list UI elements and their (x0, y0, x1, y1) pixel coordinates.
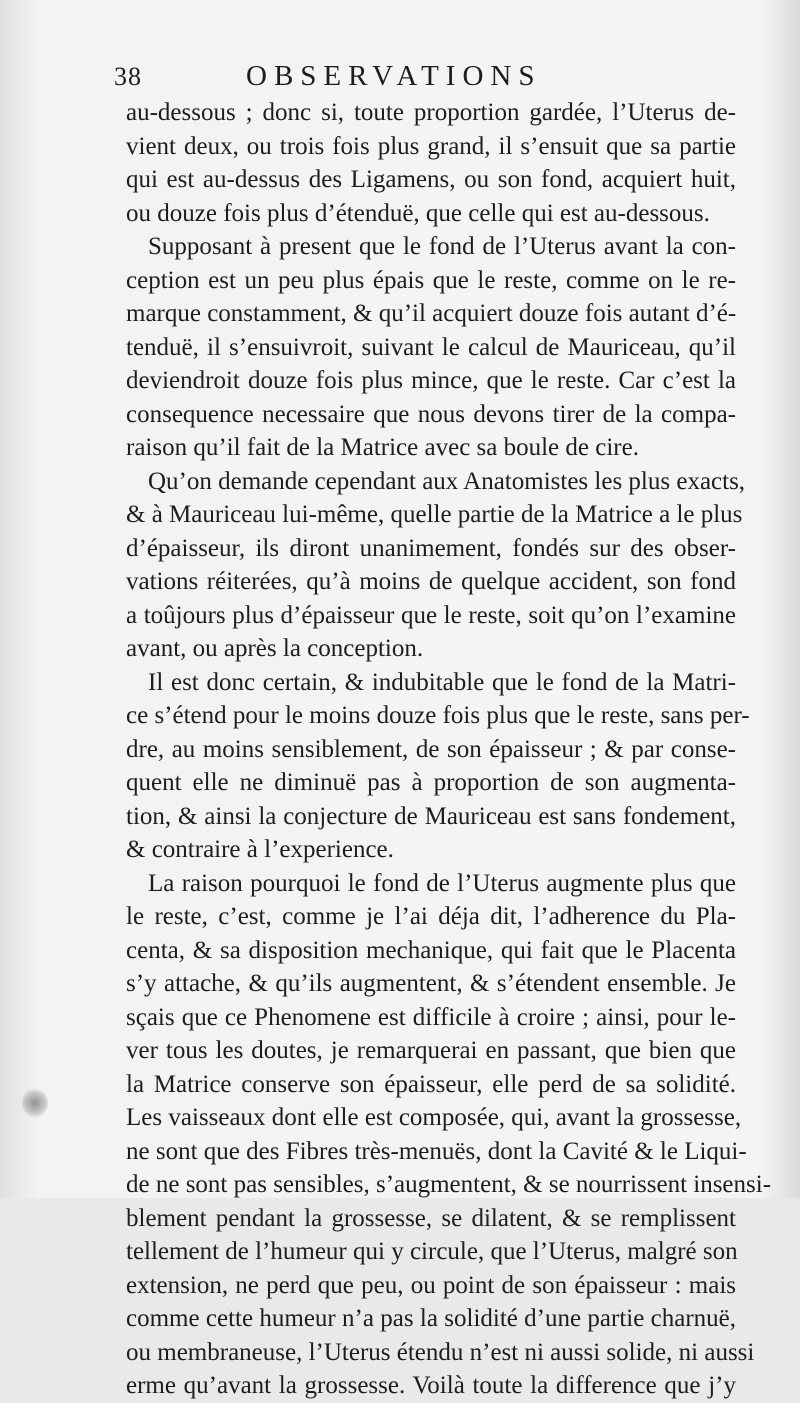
text-line: comme cette humeur n’a pas la solidité d’une partie charnuë, (126, 1305, 736, 1332)
page-header (114, 58, 754, 98)
text-line: sçais que ce Phenomene est difficile à croire ; ainsi, pour le- (126, 1003, 736, 1031)
text-line: & contraire à l’experience. (126, 836, 394, 863)
paragraph-start-line: Qu’on demande cependant aux Anatomistes les plus exacts, (148, 467, 746, 495)
text-line: qui est au-dessus des Ligamens, ou son fond, acquiert huit, (126, 166, 736, 193)
text-line: ce s’étend pour le moins douze fois plus que le reste, sans per- (126, 702, 750, 729)
text-line: le reste, c’est, comme je l’ai déja dit, l’adherence du Pla- (126, 903, 736, 930)
text-line: deviendroit douze fois plus mince, que le reste. Car c’est la (126, 367, 736, 394)
text-line: tenduë, il s’ensuivroit, suivant le calcul de Mauriceau, qu’il (126, 333, 736, 361)
text-line: marque constamment, & qu’il acquiert douze fois autant d’é- (126, 300, 737, 327)
text-line: extension, ne perd que peu, ou point de son épaisseur : mais (126, 1271, 736, 1299)
text-line: erme qu’avant la grossesse. Voilà toute la difference que j’y (126, 1372, 736, 1399)
text-line: Les vaisseaux dont elle est composée, qui, avant la grossesse, (126, 1104, 742, 1131)
text-line: dre, au moins sensiblement, de son épaisseur ; & par conse- (126, 735, 736, 763)
paragraph-start-line: Il est donc certain, & indubitable que le fond de la Matri- (148, 668, 736, 696)
text-line: avant, ou après la conception. (126, 635, 424, 662)
text-line: quent elle ne diminuë pas à proportion de son augmenta- (126, 769, 736, 796)
running-head: OBSERVATIONS (246, 60, 542, 92)
text-line: centa, & sa disposition mechanique, qui fait que le Placenta (126, 936, 736, 964)
text-line: s’y attache, & qu’ils augmentent, & s’étendent ensemble. Je (126, 970, 736, 997)
text-line: de ne sont pas sensibles, s’augmentent, & se nourrissent insensi- (126, 1171, 772, 1198)
paragraph-start-line: Supposant à present que le fond de l’Uterus avant la con- (148, 233, 736, 260)
text-line: d’épaisseur, ils diront unanimement, fondés sur des obser- (126, 534, 736, 562)
text-line: tion, & ainsi la conjecture de Mauriceau est sans fondement, (126, 802, 736, 830)
text-line: ou douze fois plus d’étenduë, que celle qui est au-dessous. (126, 199, 710, 227)
text-line: & à Mauriceau lui-même, quelle partie de la Matrice a le plus (126, 501, 743, 528)
text-line: ou membraneuse, l’Uterus étendu n’est ni aussi solide, ni aussi (126, 1338, 755, 1366)
text-line: la Matrice conserve son épaisseur, elle perd de sa solidité. (126, 1070, 736, 1098)
text-line: ception est un peu plus épais que le reste, comme on le re- (126, 266, 736, 294)
text-line: a toûjours plus d’épaisseur que le reste, soit qu’on l’examine (126, 601, 736, 629)
text-line: tellement de l’humeur qui y circule, que l’Uterus, malgré son (126, 1238, 738, 1265)
text-line: vations réiterées, qu’à moins de quelque accident, son fond (126, 568, 736, 595)
text-line: ver tous les doutes, je remarquerai en passant, que bien que (126, 1037, 736, 1064)
text-line: vient deux, ou trois fois plus grand, il s’ensuit que sa partie (126, 132, 736, 160)
text-line: blement pendant la grossesse, se dilatent, & se remplissent (126, 1204, 736, 1232)
text-line: au-dessous ; donc si, toute proportion gardée, l’Uterus de- (126, 99, 736, 126)
paragraph-start-line: La raison pourquoi le fond de l’Uterus augmente plus que (148, 869, 736, 897)
text-line: raison qu’il fait de la Matrice avec sa boule de cire. (126, 434, 639, 461)
ink-smudge (22, 1088, 48, 1118)
body-text (126, 96, 772, 1403)
text-line: consequence necessaire que nous devons tirer de la compa- (126, 400, 736, 428)
text-line: ne sont que des Fibres très-menuës, dont la Cavité & le Liqui- (126, 1137, 747, 1165)
page-number: 38 (114, 62, 142, 91)
